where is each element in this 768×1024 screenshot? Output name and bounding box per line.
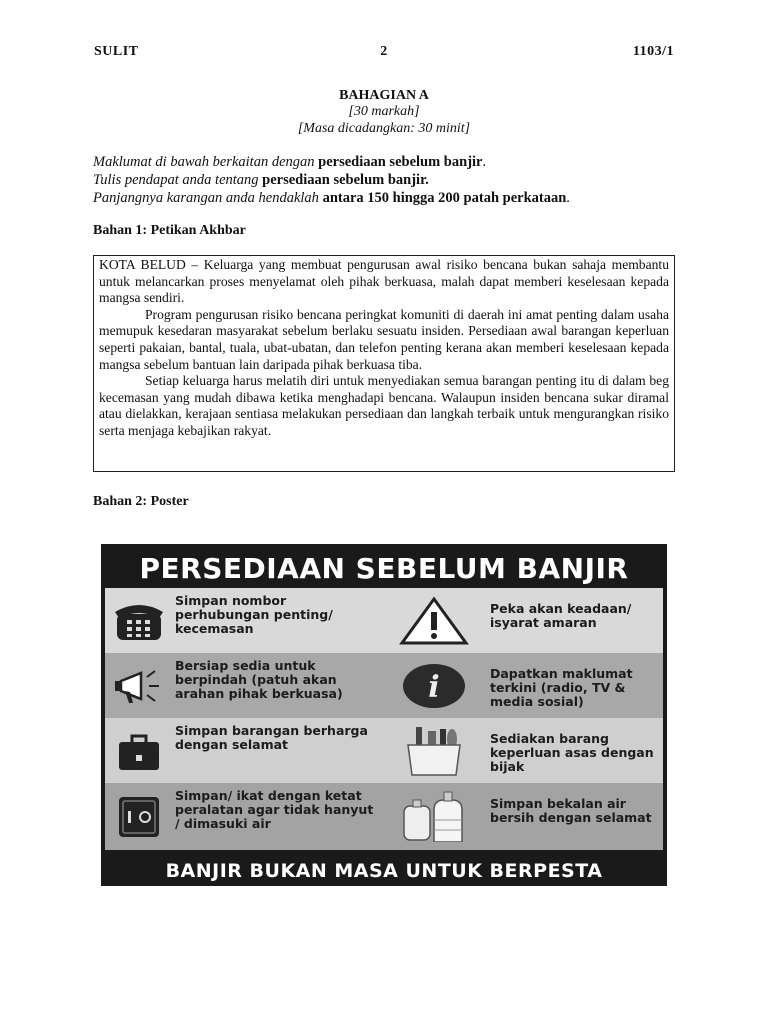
article-paragraph-1: KOTA BELUD – Keluarga yang membuat pengurusan awal risiko bencana bukan sahaja membantu untuk melancarkan proses menyelamat oleh pihak berkuasa, malah dapat memberi keselesaan kepada mangsa sendiri. <box>99 257 669 306</box>
poster-row <box>105 588 663 653</box>
svg-text:i: i <box>428 670 440 705</box>
poster-tip-text: Dapatkan maklumat terkini (radio, TV & media sosial) <box>490 666 633 709</box>
poster-tip-text: Simpan nombor perhubungan penting/ kecemasan <box>175 593 333 636</box>
instruction-line-2: Tulis pendapat anda tentang persediaan sebelum banjir. <box>93 172 429 188</box>
poster-footer: BANJIR BUKAN MASA UNTUK BERPESTA <box>165 860 603 882</box>
poster-body <box>105 588 663 850</box>
poster-title: PERSEDIAAN SEBELUM BANJIR <box>139 552 629 585</box>
grocery-bag-icon <box>394 725 474 777</box>
water-bottles-icon <box>394 790 474 842</box>
megaphone-icon <box>111 661 167 711</box>
page-number: 2 <box>380 44 388 59</box>
briefcase-icon <box>111 726 167 776</box>
telephone-icon <box>111 596 167 646</box>
poster-tip-text: Simpan barangan berharga dengan selamat <box>175 723 368 752</box>
section-title: BAHAGIAN A <box>339 88 429 103</box>
article-paragraph-2: Program pengurusan risiko bencana peringkat komuniti di daerah ini amat penting dalam usaha memupuk kesedaran masyarakat sebelum berlaku sesuatu insiden. Persediaan awal barangan keperluan seperti pakaian, bantal, tuala, ubat-ubatan, dan telefon penting kerana akan memberi keselesaan kepada mangsa sebelum bantuan lain daripada pihak berkuasa tiba. <box>99 306 669 372</box>
poster-row <box>105 718 663 783</box>
news-excerpt-box <box>93 255 675 472</box>
flood-preparation-poster <box>101 544 667 886</box>
poster-tip-text: Sediakan barang keperluan asas dengan bijak <box>490 731 654 774</box>
bahan2-heading: Bahan 2: Poster <box>93 494 189 509</box>
page-header <box>94 44 674 60</box>
poster-tip-text: Peka akan keadaan/ isyarat amaran <box>490 601 632 630</box>
instruction-line-1: Maklumat di bawah berkaitan dengan persediaan sebelum banjir. <box>93 154 487 170</box>
confidential-label: SULIT <box>94 44 139 59</box>
poster-row <box>105 653 663 718</box>
article-paragraph-3: Setiap keluarga harus melatih diri untuk menyediakan semua barangan penting itu di dalam beg kecemasan yang mudah dibawa ketika menghadapi bencana. Walaupun insiden bencana sukar diramal atau dielakkan, kerajaan sentiasa melakukan persediaan dan langkah terbaik untuk mengurangkan risiko serta menjaga kebajikan rakyat. <box>99 373 669 438</box>
poster-row <box>105 783 663 850</box>
poster-tip-text: Simpan/ ikat dengan ketat peralatan agar tidak hanyut / dimasuki air <box>175 788 374 831</box>
bahan1-heading: Bahan 1: Petikan Akhbar <box>93 223 246 238</box>
poster-tip-text: Simpan bekalan air bersih dengan selamat <box>490 796 652 825</box>
safe-icon <box>111 791 167 841</box>
section-marks: [30 markah] <box>348 104 420 119</box>
warning-icon <box>394 595 474 647</box>
paper-code: 1103/1 <box>632 44 674 59</box>
info-icon <box>394 660 474 712</box>
poster-tip-text: Bersiap sedia untuk berpindah (patuh akan arahan pihak berkuasa) <box>175 658 343 701</box>
instruction-line-3: Panjangnya karangan anda hendaklah antara 150 hingga 200 patah perkataan. <box>93 190 570 206</box>
section-time: [Masa dicadangkan: 30 minit] <box>297 121 471 136</box>
